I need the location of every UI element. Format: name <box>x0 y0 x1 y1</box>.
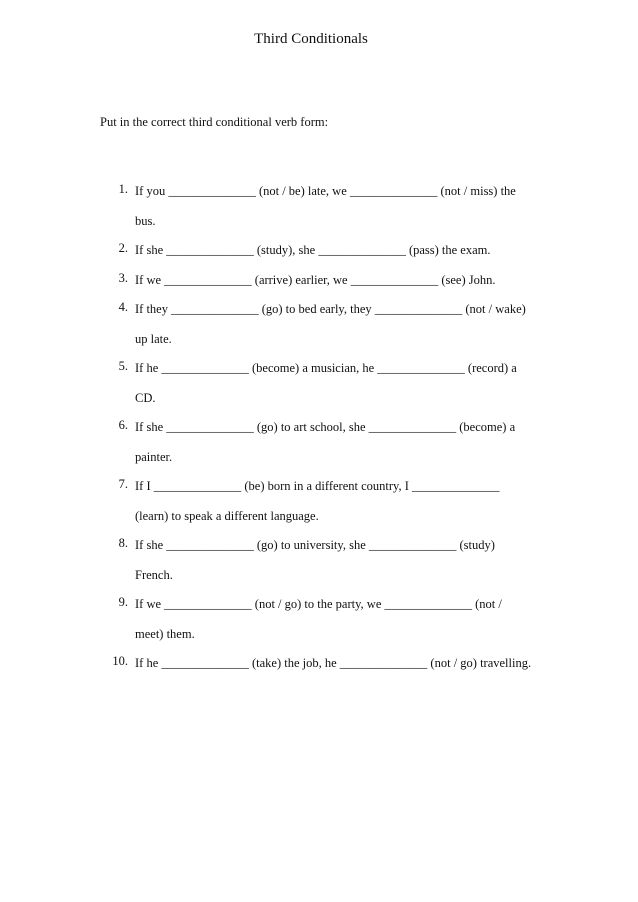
page-title: Third Conditionals <box>254 31 368 47</box>
exercise-item <box>100 300 570 348</box>
exercise-item <box>100 418 570 466</box>
item-text-line: If you ______________ (not / be) late, we ______________ (not / miss) the <box>135 184 516 198</box>
item-number: 8. <box>118 536 128 550</box>
item-text-line: If she ______________ (go) to university, she ______________ (study) <box>135 538 495 552</box>
exercise-item <box>100 241 570 259</box>
item-number: 3. <box>118 270 128 285</box>
item-text-line: painter. <box>135 449 173 464</box>
item-text-line: CD. <box>135 390 156 405</box>
item-text-line: (learn) to speak a different language. <box>135 508 319 523</box>
exercise-item <box>100 654 570 672</box>
item-text-line: up late. <box>135 331 172 346</box>
item-number: 10. <box>112 654 128 668</box>
item-text-line: If she ______________ (go) to art school, she ______________ (become) a <box>135 420 516 434</box>
exercise-list <box>100 182 570 684</box>
item-text-line: If she ______________ (study), she ______________ (pass) the exam. <box>135 243 491 257</box>
item-text-line: If they ______________ (go) to bed early, they ______________ (not / wake) <box>135 302 526 316</box>
instructions-text: Put in the correct third conditional verb form: <box>100 115 329 129</box>
item-number: 2. <box>118 241 128 255</box>
exercise-item <box>100 359 570 407</box>
exercise-item <box>100 271 570 289</box>
item-number: 5. <box>118 359 128 373</box>
exercise-item <box>100 182 570 230</box>
item-text-line: bus. <box>135 213 156 228</box>
item-text-line: If I ______________ (be) born in a different country, I ______________ <box>135 479 500 493</box>
item-number: 4. <box>118 300 128 314</box>
item-text-line: If he ______________ (take) the job, he ______________ (not / go) travelling. <box>135 656 532 670</box>
exercise-item <box>100 536 570 584</box>
item-number: 1. <box>118 182 128 196</box>
item-text-line: French. <box>135 567 173 582</box>
item-text-line: If we ______________ (not / go) to the party, we ______________ (not / <box>135 597 502 611</box>
item-number: 9. <box>118 595 128 609</box>
item-number: 7. <box>118 477 128 491</box>
item-text-line: If he ______________ (become) a musician, he ______________ (record) a <box>135 361 517 375</box>
exercise-item <box>100 595 570 643</box>
item-text-line: If we ______________ (arrive) earlier, we ______________ (see) John. <box>135 272 496 287</box>
item-text-line: meet) them. <box>135 626 195 641</box>
item-number: 6. <box>118 418 128 432</box>
exercise-item <box>100 477 570 525</box>
